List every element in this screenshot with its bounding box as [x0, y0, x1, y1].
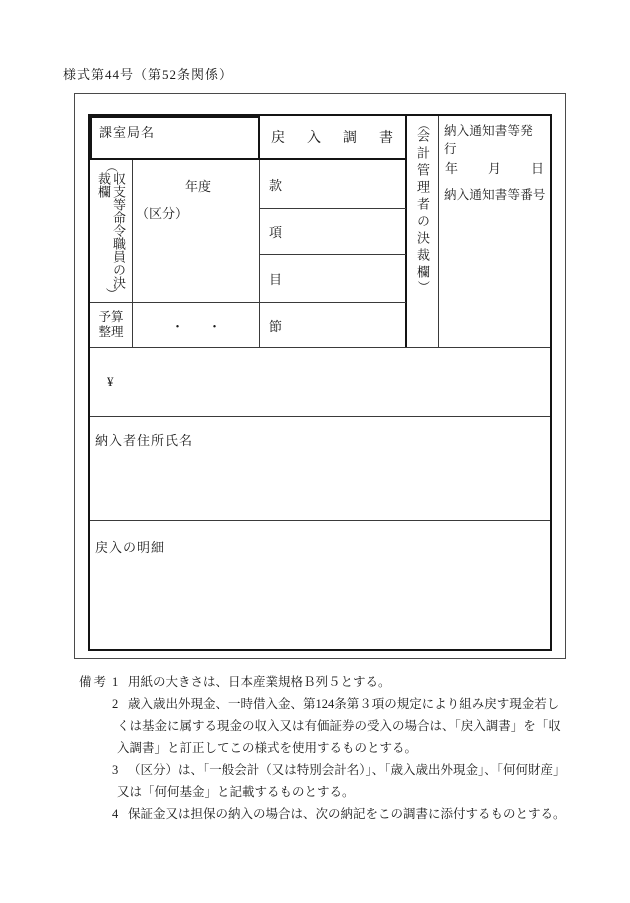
accountant-approval-column: [407, 116, 438, 347]
note-line: 入調書」と訂正してこの様式を使用するものとする。: [117, 741, 418, 755]
budget-row-moku: [260, 255, 406, 302]
budget-label: 目: [269, 272, 283, 287]
title-char: 調: [343, 131, 357, 146]
budget-adjust-label: 予算: [98, 310, 124, 324]
notice-issue-label: 納入通知書等発行: [444, 124, 533, 156]
budget-row-ko: [260, 209, 406, 254]
officer-approval-label: [90, 160, 132, 289]
note-line: くは基金に属する現金の収入又は有価証券の受入の場合は、「戻入調書」を「収: [117, 719, 561, 733]
fiscal-year-label: 年度: [185, 179, 212, 194]
note-text: 用紙の大きさは、日本産業規格Ｂ列５とする。: [128, 675, 391, 689]
notice-info-cell: [439, 116, 550, 347]
form-title: [260, 116, 406, 158]
office-name-label: 課室局名: [99, 125, 156, 140]
note-line: [112, 693, 582, 715]
budget-row-kan: [260, 160, 406, 208]
note-number: 3: [112, 763, 119, 777]
form-table: [88, 114, 552, 651]
note-line: 又は「何何基金」と記載するものとする。: [117, 785, 355, 799]
budget-adjust-date-cell: [133, 303, 259, 347]
budget-label: 項: [269, 225, 283, 240]
notice-number-label: 納入通知書等番号: [444, 188, 546, 202]
detail-cell: [90, 521, 550, 649]
note-text: 歳入歳出外現金、一時借入金、第124条第３項の規定により組み戻す現金若し: [128, 697, 560, 711]
note-text: （区分）は、「一般会計（又は特別会計名）」、「歳入歳出外現金」、「何何財産」: [128, 763, 566, 777]
month-label: 月: [487, 161, 501, 176]
title-char: 戻: [271, 131, 285, 146]
remarks-label: 備考: [79, 675, 109, 689]
payer-cell: [90, 417, 550, 520]
note-number: 2: [112, 697, 119, 711]
accountant-approval-label: 会計管理者の決裁欄: [415, 129, 430, 282]
date-separator-dot: ・: [170, 318, 184, 334]
officer-approval-cell: [90, 160, 132, 302]
notice-issue-date: [444, 158, 545, 177]
amount-cell: [90, 348, 550, 416]
paren-top-icon: （: [416, 118, 430, 131]
note-number: 4: [112, 807, 119, 821]
title-char: 書: [379, 131, 393, 146]
note-number: 1: [112, 675, 119, 689]
day-label: 日: [530, 161, 544, 176]
budget-row-setsu: [260, 303, 406, 347]
remarks-section: [79, 671, 582, 825]
office-name-box: [90, 116, 260, 160]
detail-label: 戻入の明細: [95, 540, 166, 555]
budget-adjust-cell: [90, 303, 132, 347]
budget-adjust-label: 整理: [98, 325, 124, 339]
budget-label: 款: [269, 177, 283, 193]
note-text: 保証金又は担保の納入の場合は、次の納記をこの調書に添付するものとする。: [128, 807, 566, 821]
officer-approval-label-left: 裁欄: [96, 172, 111, 198]
yen-symbol: ¥: [107, 374, 114, 389]
budget-label: 節: [269, 318, 283, 334]
payer-label: 納入者住所氏名: [95, 433, 194, 448]
paren-bottom-icon: ）: [416, 280, 430, 293]
paren-top-icon: （: [104, 160, 119, 173]
year-label: 年: [445, 161, 459, 176]
paren-bottom-icon: ）: [104, 287, 119, 300]
form-number-label: 様式第44号（第52条関係）: [63, 67, 234, 82]
title-char: 入: [307, 131, 321, 146]
note-line: [112, 759, 582, 781]
officer-approval-label-right: 収支等命令職員の決: [111, 172, 126, 289]
note-line: [112, 671, 582, 693]
note-line: [112, 803, 582, 825]
date-separator-dot: ・: [208, 318, 222, 334]
category-label: （区分）: [136, 206, 189, 221]
